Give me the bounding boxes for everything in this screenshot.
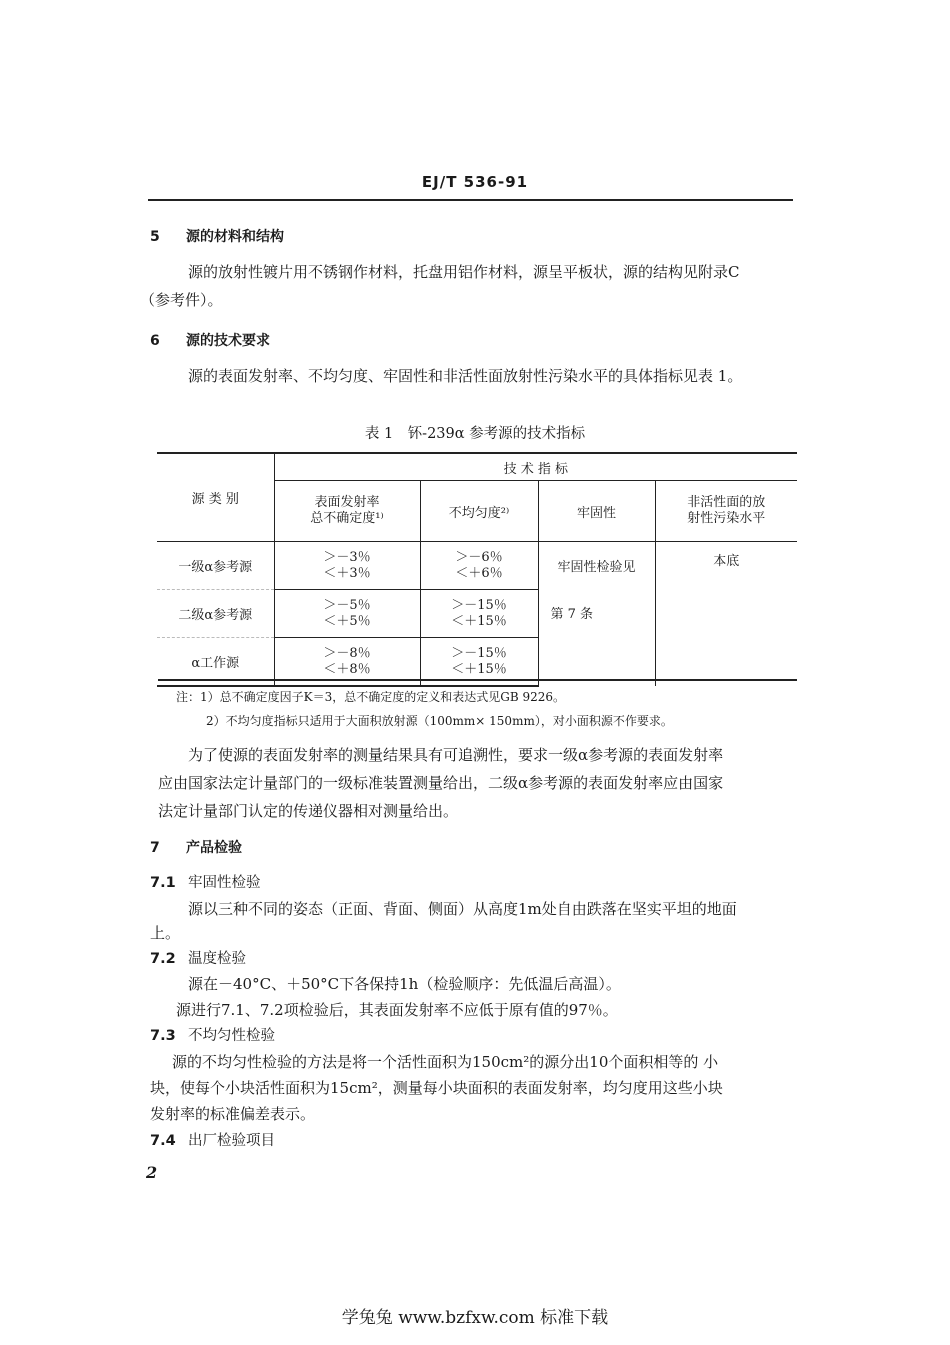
section-7-number: 7 [150, 840, 160, 856]
row-emission [274, 542, 420, 590]
row-source-name: α工作源 [157, 638, 274, 687]
emission-upper: ＞－3％ [323, 549, 371, 565]
section-6-heading [150, 330, 270, 350]
trace-line-3: 法定计量部门认定的传递仪器相对测量给出。 [158, 802, 459, 820]
firmness-text-2: 第 7 条 [550, 607, 594, 622]
table-1 [157, 452, 797, 687]
col-header-emission-line-1: 表面发射率 [314, 495, 380, 510]
uniformity-upper: ＞－15％ [451, 645, 507, 661]
subsection-7-3-number: 7.3 [150, 1028, 176, 1044]
col-header-source-type: 源 类 别 [157, 453, 274, 542]
s71-line-2: 上。 [150, 924, 181, 942]
uniformity-upper: ＞－6％ [455, 549, 503, 565]
page-number: 2 [146, 1163, 158, 1182]
standard-code: EJ/T 536-91 [421, 173, 529, 191]
table-1-caption: 表 1 钚-239α 参考源的技术指标 [364, 426, 586, 442]
uniformity-lower: ＜＋15％ [451, 613, 507, 629]
s71-line-1: 源以三种不同的姿态（正面、背面、侧面）从高度1m处自由跌落在坚实平坦的地面 [188, 900, 737, 918]
emission-lower: ＜＋8％ [323, 661, 371, 677]
trace-line-2: 应由国家法定计量部门的一级标准装置测量给出，二级α参考源的表面发射率应由国家 [158, 774, 724, 792]
s72-line-2: 源进行7.1、7.2项检验后，其表面发射率不应低于原有值的97％。 [176, 1001, 618, 1019]
subsection-7-4-heading [150, 1129, 275, 1150]
subsection-7-1-heading [150, 871, 261, 892]
col-header-emission [274, 481, 420, 542]
col-header-uniformity: 不均匀度²⁾ [420, 481, 538, 542]
subsection-7-3-title: 不均匀性检验 [188, 1028, 275, 1044]
s73-line-2: 块，使每个小块活性面积为15cm²，测量每小块面积的表面发射率，均匀度用这些小块 [150, 1079, 723, 1097]
section-6-title: 源的技术要求 [186, 333, 270, 349]
contamination-cell [655, 542, 797, 687]
uniformity-upper: ＞－15％ [451, 597, 507, 613]
row-source-name: 一级α参考源 [178, 560, 253, 575]
uniformity-lower: ＜＋15％ [451, 661, 507, 677]
section-6-line-1: 源的表面发射率、不均匀度、牢固性和非活性面放射性污染水平的具体指标见表 1。 [188, 367, 743, 385]
table-note-1: 注：1）总不确定度因子K＝3，总不确定度的定义和表达式见GB 9226。 [176, 690, 565, 704]
emission-upper: ＞－8％ [323, 645, 371, 661]
uniformity-lower: ＜＋6％ [455, 565, 503, 581]
section-5-line-1: 源的放射性镀片用不锈钢作材料，托盘用铝作材料，源呈平板状，源的结构见附录C [188, 263, 740, 281]
header-rule [148, 199, 793, 201]
firmness-cell [538, 542, 655, 687]
col-header-emission-line-2: 总不确定度¹⁾ [310, 511, 384, 526]
col-header-contamination [655, 481, 797, 542]
s73-line-3: 发射率的标准偏差表示。 [150, 1105, 316, 1123]
subsection-7-2-title: 温度检验 [188, 951, 246, 967]
table-bottom-rule [158, 679, 797, 681]
subsection-7-4-number: 7.4 [150, 1133, 176, 1149]
contamination-text: 本底 [713, 554, 740, 569]
row-uniformity [420, 542, 538, 590]
col-header-contamination-line-2: 射性污染水平 [687, 511, 766, 526]
subsection-7-3-heading [150, 1024, 275, 1045]
section-7-title: 产品检验 [186, 840, 242, 856]
emission-lower: ＜＋3％ [323, 565, 371, 581]
emission-lower: ＜＋5％ [323, 613, 371, 629]
row-uniformity [420, 590, 538, 638]
subsection-7-2-number: 7.2 [150, 951, 176, 967]
col-header-firmness: 牢固性 [538, 481, 655, 542]
row-source-name: 二级α参考源 [157, 590, 274, 638]
trace-line-1: 为了使源的表面发射率的测量结果具有可追溯性，要求一级α参考源的表面发射率 [188, 746, 724, 764]
section-5-line-2: （参考件）。 [140, 291, 223, 309]
table-row [157, 542, 797, 590]
firmness-text-1: 牢固性检验见 [557, 560, 636, 575]
section-5-title: 源的材料和结构 [186, 229, 284, 245]
section-7-heading [150, 837, 242, 857]
row-emission [274, 590, 420, 638]
emission-upper: ＞－5％ [323, 597, 371, 613]
subsection-7-2-heading [150, 947, 246, 968]
section-5-number: 5 [150, 229, 160, 245]
site-watermark: 学兔兔 www.bzfxw.com 标准下载 [341, 1308, 609, 1328]
col-header-contamination-line-1: 非活性面的放 [687, 495, 766, 510]
s72-line-1: 源在－40°C、＋50°C下各保持1h（检验顺序：先低温后高温）。 [188, 975, 621, 993]
section-5-heading [150, 226, 284, 246]
subsection-7-1-title: 牢固性检验 [188, 875, 261, 891]
subsection-7-4-title: 出厂检验项目 [188, 1133, 275, 1149]
s73-line-1: 源的不均匀性检验的方法是将一个活性面积为150cm²的源分出10个面积相等的 小 [172, 1053, 719, 1071]
subsection-7-1-number: 7.1 [150, 875, 176, 891]
table-note-2: 2）不均匀度指标只适用于大面积放射源（100mm× 150mm），对小面积源不作要求。 [206, 714, 673, 728]
section-6-number: 6 [150, 333, 160, 349]
col-header-technical-specs: 技 术 指 标 [274, 453, 797, 481]
